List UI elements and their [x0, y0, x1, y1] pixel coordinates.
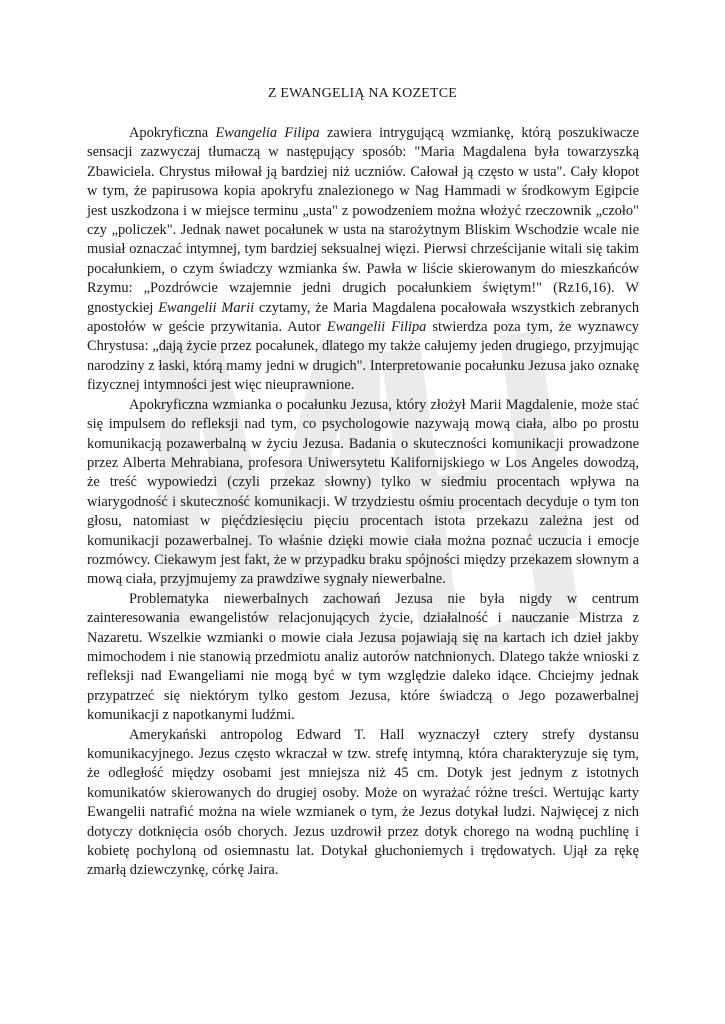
- paragraph: [87, 396, 639, 590]
- italic-title: Ewangelii Marii: [158, 299, 255, 316]
- paragraph: [87, 590, 639, 726]
- text-run: Problematyka niewerbalnych zachowań Jezusa nie była nigdy w centrum zainteresowania ewangelistów relacjonujących życie, działalność i nauczanie Mistrza z Nazaretu. Wszelkie wzmianki o mowie ciała Jezusa pojawiają się na kartach ich dzieł jakby mimochodem i nie stanowią przedmiotu analiz autorów natchnionych. Dlatego także wnioski z refleksji nad Ewangeliami nie mogą być w tym względzie daleko idące. Chciejmy jednak przypatrzeć się niektórym tylko gestom Jezusa, które świadczą o Jego pozawerbalnej komunikacji z napotkanymi ludźmi.: [87, 590, 639, 724]
- italic-title: Ewangelia Filipa: [215, 125, 320, 141]
- paragraph: [87, 124, 639, 396]
- document-title: Z EWANGELIĄ NA KOZETCE: [267, 86, 458, 101]
- text-run: czytamy, że Maria Magdalena pocałowała wszystkich zebranych apostołów w geście przywitania. Autor: [87, 299, 640, 336]
- paragraph: [87, 726, 639, 881]
- text-run: Amerykański antropolog Edward T. Hall wyznaczył cztery strefy dystansu komunikacyjnego. Jezus często wkraczał w tzw. strefę intymną, która charakteryzuje się tym, że odległość między osobami jest mniejsza niż 45 cm. Dotyk jest jednym z istotnych komunikatów skierowanych do drugiej osoby. Może on wyrażać różne treści. Wertując karty Ewangelii natrafić można na wiele wzmianek o tym, że Jezus dotykał ludzi. Najwięcej z nich dotyczy dotknięcia osób chorych. Jezus uzdrowił przez dotyk chorego na wodną puchlinę i kobietę pochyloną od osiemnastu lat. Dotykał głuchoniemych i trędowatych. Ujął za rękę zmarłą dziewczynkę, córkę Jaira.: [87, 726, 639, 879]
- text-run: zawiera intrygującą wzmiankę, którą poszukiwacze sensacji zazwyczaj tłumaczą w następujący sposób: "Maria Magdalena była towarzyszką Zbawiciela. Chrystus miłował ją bardziej niż uczniów. Całował ją często w usta". Cały kłopot w tym, że papirusowa kopia apokryfu znalezionego w Nag Hammadi w środkowym Egipcie jest uszkodzona i w miejsce terminu „usta" z powodzeniem można włożyć rzeczownik „czoło" czy „policzek". Jednak nawet pocałunek w usta na starożytnym Bliskim Wschodzie wcale nie musiał oznaczać intymnej, tym bardziej seksualnej więzi. Pierwsi chrześcijanie witali się takim pocałunkiem, o czym świadczy wzmianka św. Pawła w liście skierowanym do mieszkańców Rzymu: „Pozdrówcie wzajemnie jedni drugich pocałunkiem świętym!" (Rz16,16). W gnostyckiej: [87, 125, 640, 316]
- text-run: Apokryficzna: [129, 125, 216, 141]
- italic-title: Ewangelii Filipa: [326, 319, 427, 336]
- text-run: stwierdza poza tym, że wyznawcy Chrystusa: „dają życie przez pocałunek, dlatego my także całujemy jeden drugiego, przyjmując narodziny z łaski, którą mamy jedni w drugich". Interpretowanie pocałunku Jezusa jako oznakę fizycznej intymności jest więc nieuprawnione.: [87, 319, 639, 394]
- document-body: [87, 124, 639, 881]
- text-run: Apokryficzna wzmianka o pocałunku Jezusa, który złożył Marii Magdalenie, może stać się impulsem do refleksji nad tym, co psychologowie nazywają mową ciała, albo po prostu komunikacją pozawerbalną w życiu Jezusa. Badania o skuteczności komunikacji prowadzone przez Alberta Mehrabiana, profesora Uniwersytetu Kalifornijskiego w Los Angeles dowodzą, że treść wypowiedzi (czyli przekaz słowny) tylko w siedmiu procentach wpływa na wiarygodność i skuteczność komunikacji. W trzydziestu ośmiu procentach decyduje o tym ton głosu, natomiast w pięćdziesięciu pięciu procentach istota przekazu zależna jest od komunikacji pozawerbalnej. To właśnie dzięki mowie ciała można poznać uczucia i emocje rozmówcy. Ciekawym jest fakt, że w przypadku braku spójności między przekazem słownym a mową ciała, przyjmujemy za prawdziwe sygnały niewerbalne.: [87, 396, 639, 588]
